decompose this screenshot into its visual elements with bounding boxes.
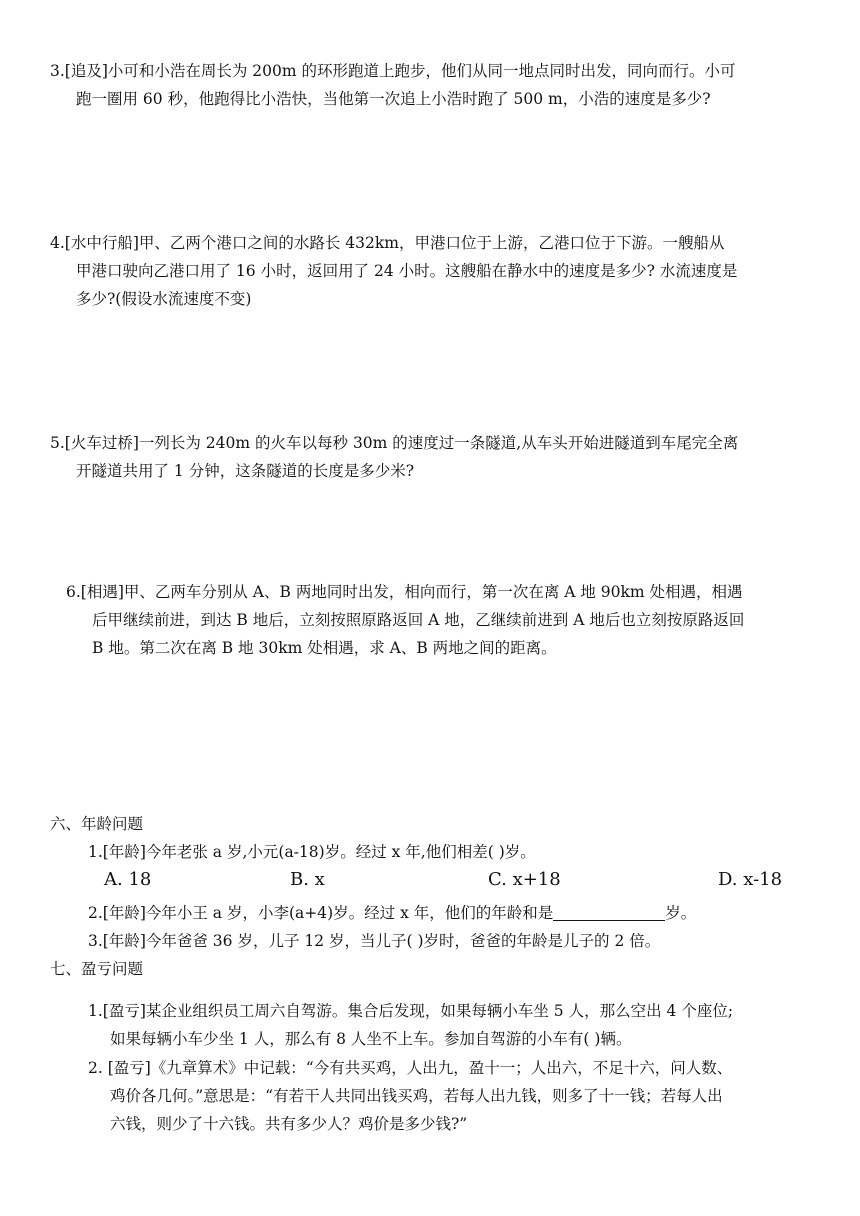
question-3-line-2: 跑一圈用 60 秒，他跑得比小浩快，当他第一次追上小浩时跑了 500 m，小浩的速度是多少? bbox=[76, 90, 711, 108]
surplus-question-1 bbox=[88, 997, 818, 1053]
age-question-1: 1.[年龄]今年老张 a 岁,小元(a-18)岁。经过 x 年,他们相差( )岁。 bbox=[88, 843, 536, 861]
age-question-2 bbox=[88, 899, 818, 927]
section-7-title: 七、盈亏问题 bbox=[50, 960, 144, 978]
question-6-line-3: B 地。第二次在离 B 地 30km 处相遇，求 A、B 两地之间的距离。 bbox=[92, 639, 557, 657]
surplus-question-2-line-2: 鸡价各几何。”意思是：“有若干人共同出钱买鸡，若每人出九钱，则多了十一钱；若每人出 bbox=[110, 1087, 723, 1105]
question-5-line-1: 5.[火车过桥]一列长为 240m 的火车以每秒 30m 的速度过一条隧道,从车头开始进隧道到车尾完全离 bbox=[50, 434, 739, 452]
surplus-question-1-line-1: 1.[盈亏]某企业组织员工周六自驾游。集合后发现，如果每辆小车坐 5 人，那么空出 4 个座位; bbox=[88, 1002, 734, 1020]
surplus-question-2-line-3: 六钱，则少了十六钱。共有多少人？鸡价是多少钱?” bbox=[110, 1115, 468, 1133]
surplus-question-2-line-1: 2. [盈亏]《九章算术》中记载：“今有共买鸡，人出九，盈十一；人出六，不足十六，问人数、 bbox=[88, 1059, 733, 1077]
surplus-question-2 bbox=[88, 1054, 818, 1138]
choice-c: C. x+18 bbox=[488, 869, 561, 890]
answer-blank bbox=[553, 902, 665, 921]
section-6-title: 六、年龄问题 bbox=[50, 815, 144, 833]
age-question-2-text: 2.[年龄]今年小王 a 岁，小李(a+4)岁。经过 x 年，他们的年龄和是 bbox=[88, 904, 554, 922]
choice-d: D. x-18 bbox=[718, 869, 783, 890]
question-6 bbox=[66, 578, 812, 662]
choice-a: A. 18 bbox=[104, 869, 152, 890]
age-question-3: 3.[年龄]今年爸爸 36 岁，儿子 12 岁，当儿子( )岁时，爸爸的年龄是儿子的 2 倍。 bbox=[88, 932, 661, 950]
question-5-line-2: 开隧道共用了 1 分钟，这条隧道的长度是多少米? bbox=[76, 462, 415, 480]
question-3-line-1: 3.[追及]小可和小浩在周长为 200m 的环形跑道上跑步，他们从同一地点同时出发，同向而行。小可 bbox=[50, 62, 736, 80]
question-6-line-2: 后甲继续前进，到达 B 地后，立刻按照原路返回 A 地，乙继续前进到 A 地后也立刻按原路返回 bbox=[92, 611, 745, 629]
surplus-question-1-line-2: 如果每辆小车少坐 1 人，那么有 8 人坐不上车。参加自驾游的小车有( )辆。 bbox=[110, 1030, 632, 1048]
choice-b: B. x bbox=[290, 869, 325, 890]
question-6-line-1: 6.[相遇]甲、乙两车分别从 A、B 两地同时出发，相向而行，第一次在离 A 地 90km 处相遇，相遇 bbox=[66, 583, 743, 601]
question-4-line-1: 4.[水中行船]甲、乙两个港口之间的水路长 432km，甲港口位于上游，乙港口位于下游。一艘船从 bbox=[50, 234, 725, 252]
age-question-1-choices bbox=[104, 866, 804, 894]
question-4 bbox=[50, 229, 810, 313]
question-5 bbox=[50, 429, 810, 485]
age-question-2-suffix: 岁。 bbox=[665, 904, 697, 922]
question-3 bbox=[50, 57, 810, 113]
question-4-line-2: 甲港口驶向乙港口用了 16 小时，返回用了 24 小时。这艘船在静水中的速度是多少? 水流速度是 bbox=[76, 262, 738, 280]
question-4-line-3: 多少?(假设水流速度不变) bbox=[76, 290, 252, 308]
